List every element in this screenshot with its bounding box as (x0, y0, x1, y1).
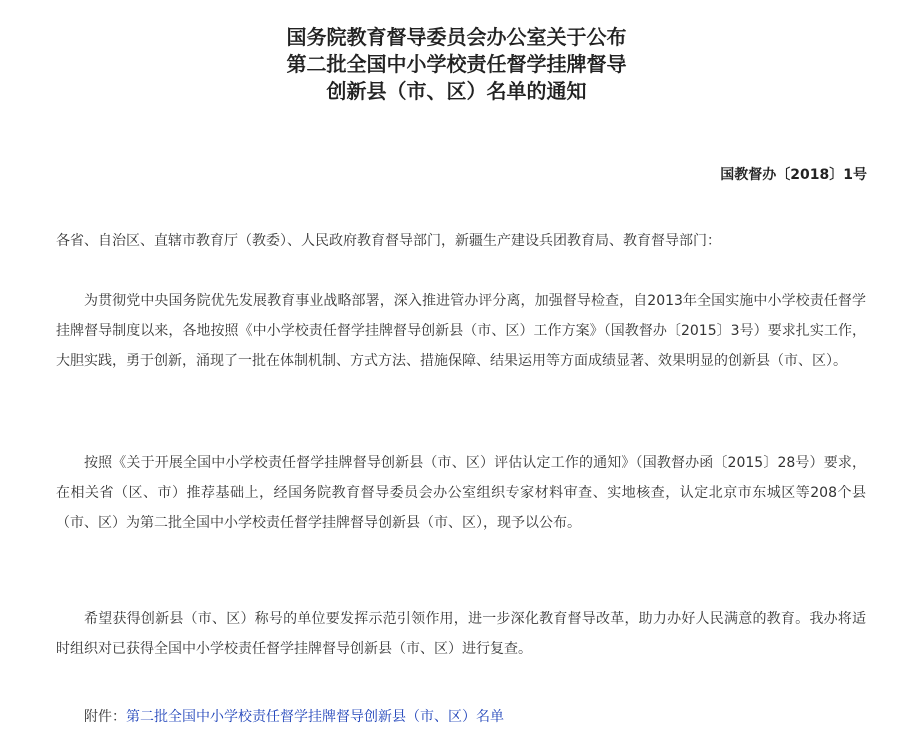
body-paragraph-2: 按照《关于开展全国中小学校责任督学挂牌督导创新县（市、区）评估认定工作的通知》（国教督办函〔2015〕28号）要求，在相关省（区、市）推荐基础上，经国务院教育督导委员会办公室组织专家材料审查、实地核查，认定北京市东城区等208个县（市、区）为第二批全国中小学校责任督学挂牌督导创新县（市、区），现予以公布。 (56, 455, 866, 531)
document-title (0, 24, 913, 105)
title-line-3: 创新县（市、区）名单的通知 (326, 79, 587, 103)
attachment-link[interactable]: 第二批全国中小学校责任督学挂牌督导创新县（市、区）名单 (126, 709, 504, 725)
document-number: 国教督办〔2018〕1号 (720, 167, 867, 183)
title-line-1: 国务院教育督导委员会办公室关于公布 (286, 25, 627, 49)
salutation: 各省、自治区、直辖市教育厅（教委）、人民政府教育督导部门，新疆生产建设兵团教育局、教育督导部门： (56, 233, 721, 249)
attachment-label: 附件： (84, 709, 126, 725)
body-paragraph-3: 希望获得创新县（市、区）称号的单位要发挥示范引领作用，进一步深化教育督导改革，助力办好人民满意的教育。我办将适时组织对已获得全国中小学校责任督学挂牌督导创新县（市、区）进行复查。 (56, 611, 866, 657)
attachment-line (84, 707, 504, 727)
body-paragraph-1: 为贯彻党中央国务院优先发展教育事业战略部署，深入推进管办评分离，加强督导检查，自2013年全国实施中小学校责任督学挂牌督导制度以来，各地按照《中小学校责任督学挂牌督导创新县（市、区）工作方案》（国教督办〔2015〕3号）要求扎实工作，大胆实践，勇于创新，涌现了一批在体制机制、方式方法、措施保障、结果运用等方面成绩显著、效果明显的创新县（市、区）。 (56, 293, 866, 369)
title-line-2: 第二批全国中小学校责任督学挂牌督导 (286, 52, 627, 76)
